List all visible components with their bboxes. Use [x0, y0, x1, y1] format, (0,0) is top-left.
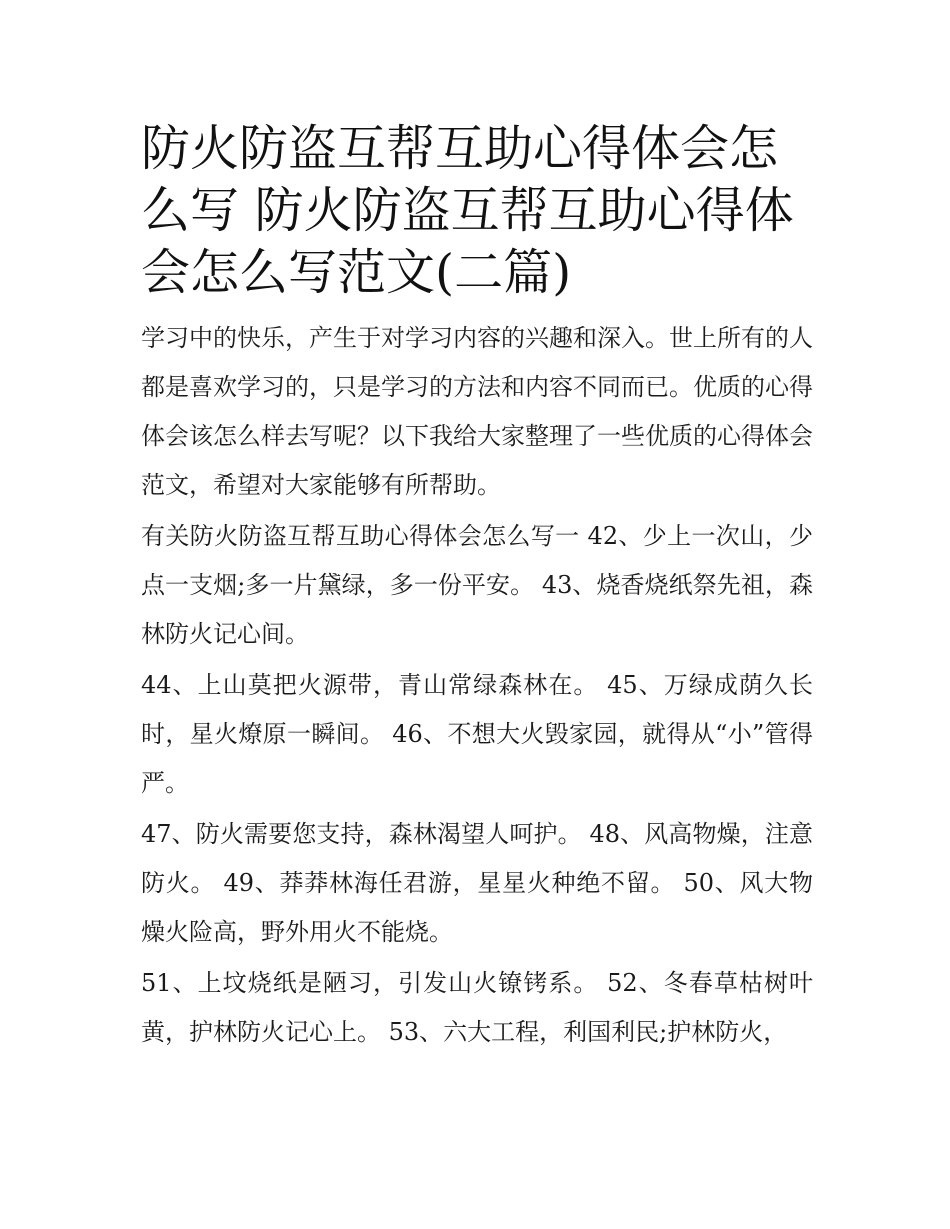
title-block	[141, 118, 813, 304]
paragraph-slogans-51-53: 51、上坟烧纸是陋习，引发山火镣铐系。 52、冬春草枯树叶黄，护林防火记心上。 53、六大工程，利国利民;护林防火，	[141, 969, 813, 1046]
paragraph-intro: 学习中的快乐，产生于对学习内容的兴趣和深入。世上所有的人都是喜欢学习的，只是学习的方法和内容不同而已。优质的心得体会该怎么样去写呢？以下我给大家整理了一些优质的心得体会范文，希望对大家能够有所帮助。	[141, 324, 813, 499]
paragraph-slogans-44-46: 44、上山莫把火源带，青山常绿森林在。 45、万绿成荫久长时，星火燎原一瞬间。 46、不想大火毁家园，就得从“小”管得严。	[141, 671, 813, 797]
paragraph-slogans-42-43: 有关防火防盗互帮互助心得体会怎么写一 42、少上一次山，少点一支烟;多一片黛绿，多一份平安。 43、烧香烧纸祭先祖，森林防火记心间。	[141, 522, 813, 648]
document-page	[141, 118, 813, 1057]
document-title: 防火防盗互帮互助心得体会怎么写 防火防盗互帮互助心得体会怎么写范文(二篇)	[141, 120, 794, 301]
paragraph-slogans-47-50: 47、防火需要您支持，森林渴望人呵护。 48、风高物燥，注意防火。 49、莽莽林海任君游，星星火种绝不留。 50、风大物燥火险高，野外用火不能烧。	[141, 820, 813, 946]
